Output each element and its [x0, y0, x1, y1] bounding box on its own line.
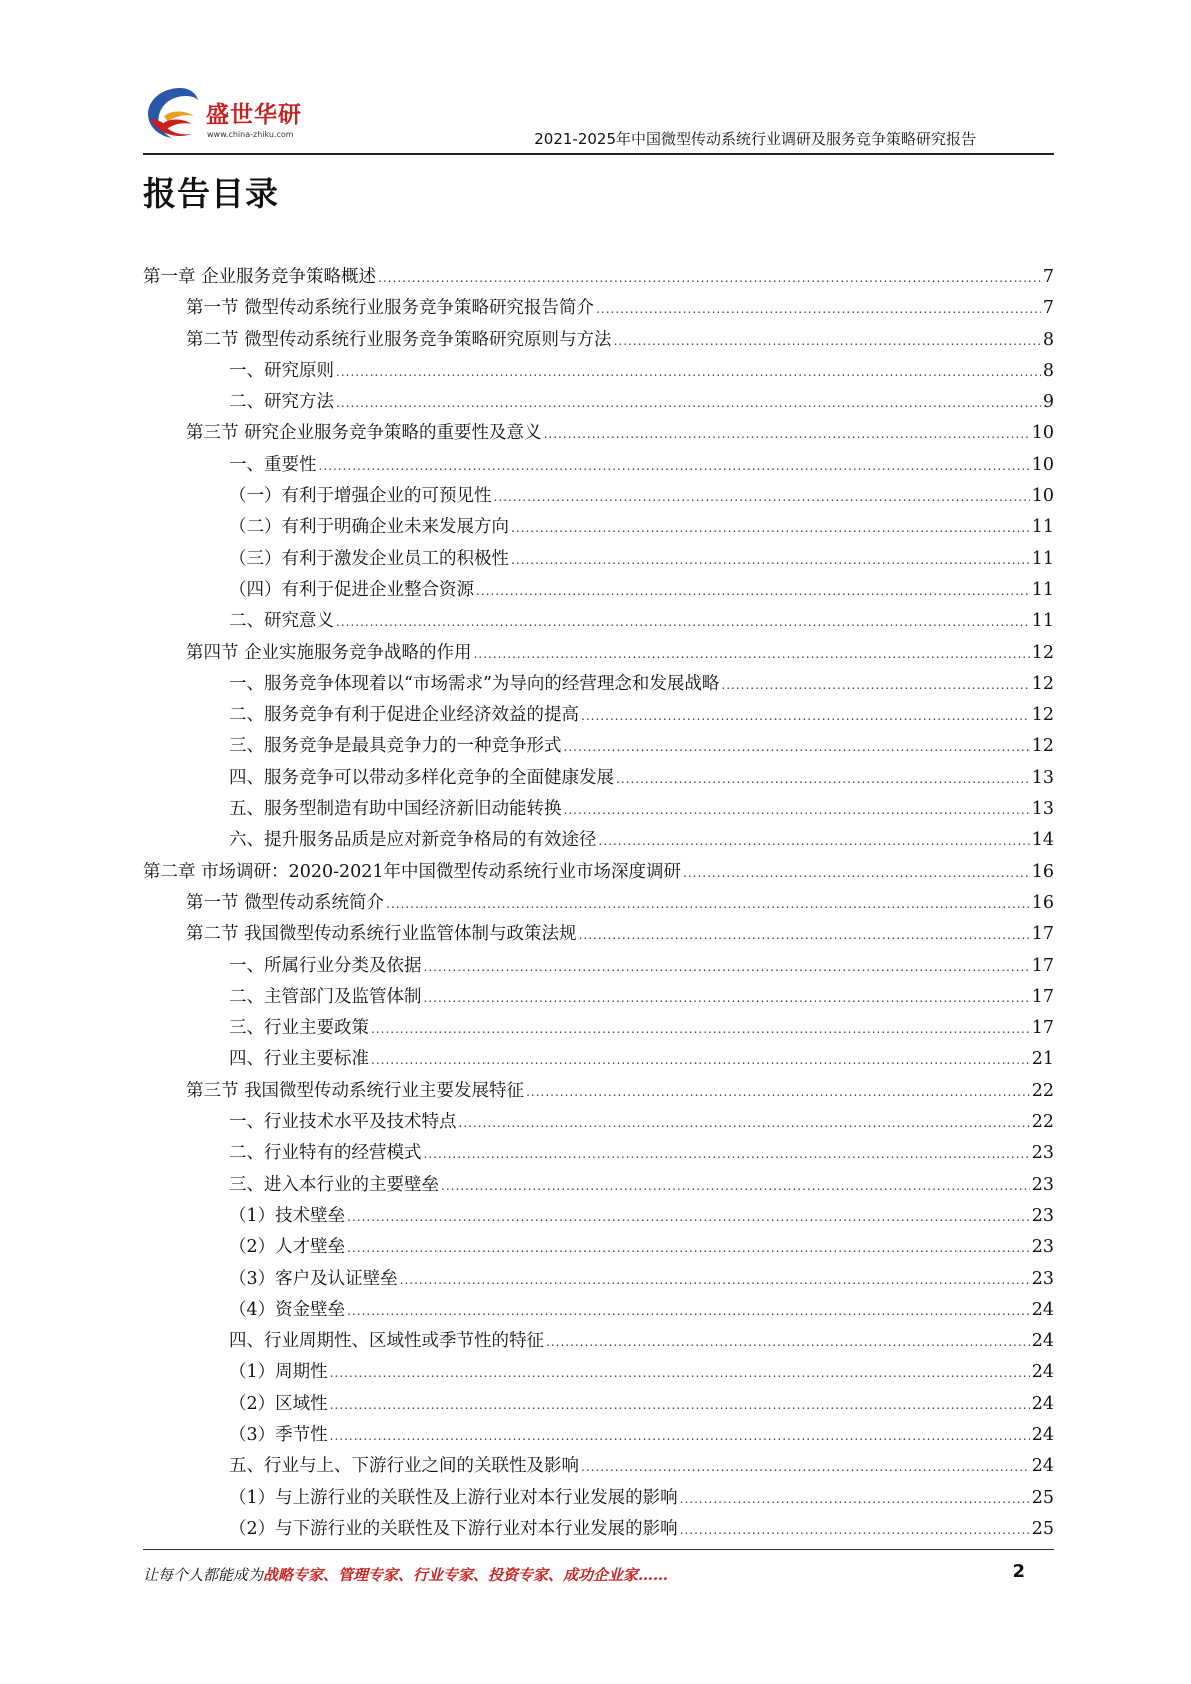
toc-entry-title: 一、所属行业分类及依据 [229, 955, 422, 976]
toc-leader-dots [476, 584, 1030, 598]
toc-entry-title: （1）技术壁垒 [229, 1205, 346, 1226]
toc-leader-dots [474, 647, 1030, 661]
toc-entry[interactable] [143, 1202, 1054, 1233]
toc-entry-page: 24 [1031, 1456, 1054, 1477]
toc-entry[interactable] [143, 513, 1054, 544]
toc-leader-dots [683, 866, 1030, 880]
toc-entry-title: 二、研究方法 [229, 392, 334, 413]
toc-entry[interactable] [143, 1515, 1054, 1546]
toc-leader-dots [680, 1492, 1030, 1506]
toc-leader-dots [371, 1053, 1030, 1067]
toc-entry[interactable] [143, 732, 1054, 763]
toc-leader-dots [336, 365, 1041, 379]
toc-entry-title: 第一节 微型传动系统简介 [186, 892, 385, 913]
toc-entry[interactable] [143, 1296, 1054, 1327]
toc-leader-dots [581, 1460, 1030, 1474]
page-number: 2 [1012, 1561, 1025, 1582]
toc-leader-dots [347, 1241, 1030, 1255]
toc-entry[interactable] [143, 576, 1054, 607]
toc-entry-page: 11 [1031, 548, 1054, 569]
toc-entry[interactable] [143, 858, 1054, 889]
toc-leader-dots [599, 834, 1030, 848]
brand-name: 盛世华研 [206, 102, 302, 128]
toc-leader-dots [336, 396, 1041, 410]
toc-entry[interactable] [143, 482, 1054, 513]
toc-leader-dots [400, 1273, 1030, 1287]
toc-entry-page: 17 [1031, 955, 1054, 976]
toc-entry[interactable] [143, 1421, 1054, 1452]
toc-entry-title: 第一章 企业服务竞争策略概述 [143, 267, 377, 287]
toc-entry-title: （一）有利于增强企业的可预见性 [229, 486, 492, 507]
toc-entry-title: 五、服务型制造有助中国经济新旧动能转换 [229, 799, 562, 820]
toc-leader-dots [330, 1398, 1030, 1412]
toc-entry-page: 9 [1042, 392, 1054, 413]
toc-leader-dots [386, 897, 1030, 911]
toc-entry-page: 24 [1031, 1424, 1054, 1445]
toc-leader-dots [579, 928, 1030, 942]
toc-entry-title: 二、主管部门及监管体制 [229, 986, 422, 1007]
toc-leader-dots [564, 803, 1030, 817]
toc-entry-title: （2）与下游行业的关联性及下游行业对本行业发展的影响 [229, 1518, 678, 1539]
toc-entry-page: 7 [1042, 298, 1054, 319]
toc-entry[interactable] [143, 1233, 1054, 1264]
toc-leader-dots [614, 334, 1041, 348]
toc-entry-page: 12 [1031, 705, 1054, 726]
toc-entry-page: 8 [1042, 329, 1054, 350]
toc-entry-title: 一、行业技术水平及技术特点 [229, 1112, 457, 1133]
toc-entry[interactable] [143, 1484, 1054, 1515]
toc-entry-title: 四、行业主要标准 [229, 1049, 369, 1070]
toc-entry[interactable] [143, 952, 1054, 983]
toc-entry-page: 8 [1042, 360, 1054, 381]
toc-entry[interactable] [143, 639, 1054, 670]
toc-leader-dots [564, 740, 1030, 754]
toc-entry-title: 四、服务竞争可以带动多样化竞争的全面健康发展 [229, 767, 614, 788]
toc-entry-title: 六、提升服务品质是应对新竞争格局的有效途径 [229, 830, 597, 851]
toc-entry-title: 第一节 微型传动系统行业服务竞争策略研究报告简介 [186, 298, 595, 319]
toc-entry-title: 二、研究意义 [229, 611, 334, 632]
toc-leader-dots [424, 1147, 1030, 1161]
toc-entry-page: 16 [1031, 892, 1054, 913]
toc-entry-page: 10 [1031, 486, 1054, 507]
toc-entry-page: 17 [1031, 986, 1054, 1007]
toc-entry[interactable] [143, 1077, 1054, 1108]
toc-leader-dots [330, 1429, 1030, 1443]
toc-entry-title: 三、行业主要政策 [229, 1018, 369, 1039]
report-title: 2021-2025年中国微型传动系统行业调研及服务竞争策略研究报告 [534, 130, 976, 148]
page-title: 报告目录 [143, 174, 279, 213]
toc-entry-title: （4）资金壁垒 [229, 1299, 346, 1320]
toc-entry-page: 16 [1031, 861, 1054, 882]
toc-leader-dots [581, 709, 1030, 723]
toc-entry-page: 24 [1031, 1393, 1054, 1414]
toc-entry-page: 17 [1031, 924, 1054, 945]
brand-url: www.china-zhiku.com [207, 130, 294, 139]
toc-entry-title: 三、服务竞争是最具竞争力的一种竞争形式 [229, 736, 562, 757]
toc-leader-dots [459, 1116, 1030, 1130]
toc-leader-dots [378, 271, 1041, 285]
toc-leader-dots [721, 678, 1029, 692]
toc-entry-title: 二、行业特有的经营模式 [229, 1143, 422, 1164]
toc-entry[interactable] [143, 1108, 1054, 1139]
toc-entry-page: 13 [1031, 767, 1054, 788]
toc-entry-title: （三）有利于激发企业员工的积极性 [229, 548, 509, 569]
toc-leader-dots [347, 1210, 1030, 1224]
toc-entry[interactable] [143, 451, 1054, 482]
header-divider [143, 153, 1054, 155]
table-of-contents [143, 263, 1054, 1546]
toc-leader-dots [371, 1022, 1030, 1036]
toc-entry[interactable] [143, 1265, 1054, 1296]
toc-entry[interactable] [143, 764, 1054, 795]
toc-entry[interactable] [143, 326, 1054, 357]
toc-entry-page: 24 [1031, 1362, 1054, 1383]
toc-entry-page: 10 [1031, 423, 1054, 444]
toc-entry[interactable] [143, 419, 1054, 450]
toc-entry[interactable] [143, 607, 1054, 638]
toc-entry-page: 25 [1031, 1487, 1054, 1508]
toc-entry-title: 一、研究原则 [229, 360, 334, 381]
toc-leader-dots [330, 1366, 1030, 1380]
toc-entry-title: 三、进入本行业的主要壁垒 [229, 1174, 439, 1195]
toc-leader-dots [347, 1304, 1030, 1318]
toc-entry-title: 二、服务竞争有利于促进企业经济效益的提高 [229, 705, 579, 726]
toc-entry[interactable] [143, 795, 1054, 826]
toc-entry-page: 25 [1031, 1518, 1054, 1539]
toc-entry-page: 10 [1031, 454, 1054, 475]
toc-entry[interactable] [143, 1014, 1054, 1045]
toc-entry[interactable] [143, 826, 1054, 857]
toc-entry-page: 12 [1031, 736, 1054, 757]
footer-slogan-prefix: 让每个人都能成为 [143, 1566, 264, 1584]
toc-entry-page: 21 [1031, 1049, 1054, 1070]
toc-leader-dots [424, 991, 1030, 1005]
toc-leader-dots [494, 490, 1030, 504]
toc-entry[interactable] [143, 357, 1054, 388]
toc-leader-dots [424, 960, 1030, 974]
toc-entry-page: 12 [1031, 642, 1054, 663]
toc-entry[interactable] [143, 263, 1054, 294]
toc-entry-title: 一、重要性 [229, 454, 317, 475]
toc-entry-title: 第四节 企业实施服务竞争战略的作用 [186, 642, 472, 663]
toc-leader-dots [511, 521, 1030, 535]
toc-entry-title: （2）人才壁垒 [229, 1237, 346, 1258]
toc-entry-page: 11 [1031, 611, 1054, 632]
toc-entry[interactable] [143, 388, 1054, 419]
toc-entry-title: 第二章 市场调研：2020-2021年中国微型传动系统行业市场深度调研 [143, 861, 682, 882]
footer-divider [143, 1549, 1054, 1550]
toc-entry[interactable] [143, 545, 1054, 576]
toc-entry-page: 17 [1031, 1018, 1054, 1039]
toc-entry[interactable] [143, 1139, 1054, 1170]
toc-entry[interactable] [143, 1045, 1054, 1076]
toc-entry-title: （2）区域性 [229, 1393, 328, 1414]
toc-entry-title: （四）有利于促进企业整合资源 [229, 579, 474, 600]
toc-entry-title: 第二节 微型传动系统行业服务竞争策略研究原则与方法 [186, 329, 612, 350]
toc-entry-page: 22 [1031, 1112, 1054, 1133]
toc-entry-page: 13 [1031, 799, 1054, 820]
toc-leader-dots [319, 459, 1030, 473]
toc-leader-dots [336, 615, 1030, 629]
toc-entry-title: （1）与上游行业的关联性及上游行业对本行业发展的影响 [229, 1487, 678, 1508]
toc-entry[interactable] [143, 1171, 1054, 1202]
toc-entry[interactable] [143, 889, 1054, 920]
toc-entry-page: 12 [1031, 673, 1054, 694]
toc-leader-dots [680, 1523, 1030, 1537]
toc-entry-page: 23 [1031, 1174, 1054, 1195]
toc-leader-dots [544, 427, 1030, 441]
toc-entry-page: 23 [1031, 1205, 1054, 1226]
toc-entry-title: （3）季节性 [229, 1424, 328, 1445]
toc-entry[interactable] [143, 1327, 1054, 1358]
toc-entry[interactable] [143, 983, 1054, 1014]
toc-entry-page: 23 [1031, 1237, 1054, 1258]
toc-entry-title: （1）周期性 [229, 1362, 328, 1383]
toc-entry-title: （二）有利于明确企业未来发展方向 [229, 517, 509, 538]
toc-entry-page: 24 [1031, 1331, 1054, 1352]
toc-entry[interactable] [143, 701, 1054, 732]
toc-entry-page: 14 [1031, 830, 1054, 851]
toc-entry-page: 7 [1042, 267, 1054, 287]
toc-entry-page: 11 [1031, 517, 1054, 538]
toc-entry-page: 11 [1031, 579, 1054, 600]
toc-entry-page: 24 [1031, 1299, 1054, 1320]
toc-entry-title: 第二节 我国微型传动系统行业监管体制与政策法规 [186, 924, 577, 945]
toc-entry-title: （3）客户及认证壁垒 [229, 1268, 398, 1289]
toc-entry-title: 第三节 我国微型传动系统行业主要发展特征 [186, 1080, 525, 1101]
toc-entry-title: 一、服务竞争体现着以“市场需求”为导向的经营理念和发展战略 [229, 673, 720, 694]
toc-entry[interactable] [143, 670, 1054, 701]
toc-leader-dots [511, 553, 1030, 567]
toc-entry-title: 五、行业与上、下游行业之间的关联性及影响 [229, 1456, 579, 1477]
toc-leader-dots [616, 772, 1030, 786]
toc-entry[interactable] [143, 920, 1054, 951]
toc-entry[interactable] [143, 1452, 1054, 1483]
toc-entry-page: 23 [1031, 1268, 1054, 1289]
toc-leader-dots [526, 1085, 1030, 1099]
toc-entry-title: 第三节 研究企业服务竞争策略的重要性及意义 [186, 423, 542, 444]
toc-leader-dots [596, 302, 1041, 316]
toc-leader-dots [441, 1179, 1030, 1193]
footer-slogan-highlight: 战略专家、管理专家、行业专家、投资专家、成功企业家…… [263, 1566, 669, 1584]
toc-entry-page: 22 [1031, 1080, 1054, 1101]
toc-entry[interactable] [143, 1358, 1054, 1389]
toc-entry-title: 四、行业周期性、区域性或季节性的特征 [229, 1331, 544, 1352]
toc-entry[interactable] [143, 1390, 1054, 1421]
footer-slogan [143, 1564, 668, 1585]
toc-entry-page: 23 [1031, 1143, 1054, 1164]
toc-entry[interactable] [143, 294, 1054, 325]
toc-leader-dots [546, 1335, 1030, 1349]
